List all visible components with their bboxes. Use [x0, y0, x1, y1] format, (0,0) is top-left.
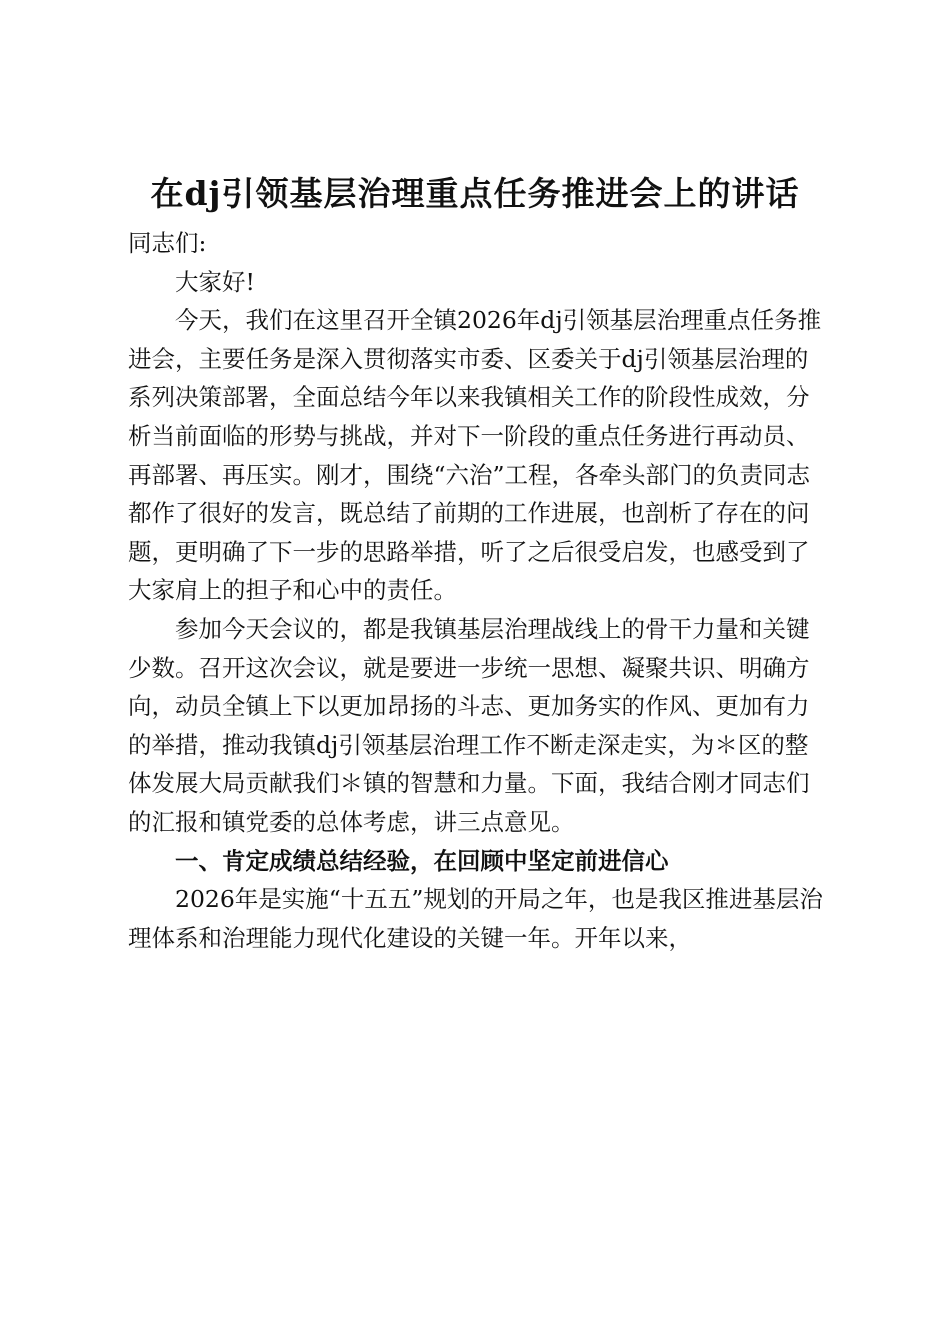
document-body [128, 224, 828, 957]
section-heading: 一、肯定成绩总结经验，在回顾中坚定前进信心 [175, 846, 669, 875]
salutation: 同志们: [128, 229, 207, 257]
paragraph-section-1: 2026年是实施“十五五”规划的开局之年，也是我区推进基层治理体系和治理能力现代化建设的关键一年。开年以来， [128, 885, 823, 952]
greeting: 大家好! [175, 267, 255, 296]
document-title: 在dj引领基层治理重点任务推进会上的讲话 [150, 174, 800, 213]
paragraph-intro: 今天，我们在这里召开全镇2026年dj引领基层治理重点任务推进会，主要任务是深入贯彻落实市委、区委关于dj引领基层治理的系列决策部署，全面总结今年以来我镇相关工作的阶段性成效，分析当前面临的形势与挑战，并对下一阶段的重点任务进行再动员、再部署、再压实。刚才，围绕“六治”工程，各牵头部门的负责同志都作了很好的发言，既总结了前期的工作进展，也剖析了存在的问题，更明确了下一步的思路举措，听了之后很受启发，也感受到了大家肩上的担子和心中的责任。 [128, 306, 822, 605]
paragraph-purpose: 参加今天会议的，都是我镇基层治理战线上的骨干力量和关键少数。召开这次会议，就是要进一步统一思想、凝聚共识、明确方向，动员全镇上下以更加昂扬的斗志、更加务实的作风、更加有力的举措，推动我镇dj引领基层治理工作不断走深走实，为＊区的整体发展大局贡献我们＊镇的智慧和力量。下面，我结合刚才同志们的汇报和镇党委的总体考虑，讲三点意见。 [128, 614, 810, 836]
